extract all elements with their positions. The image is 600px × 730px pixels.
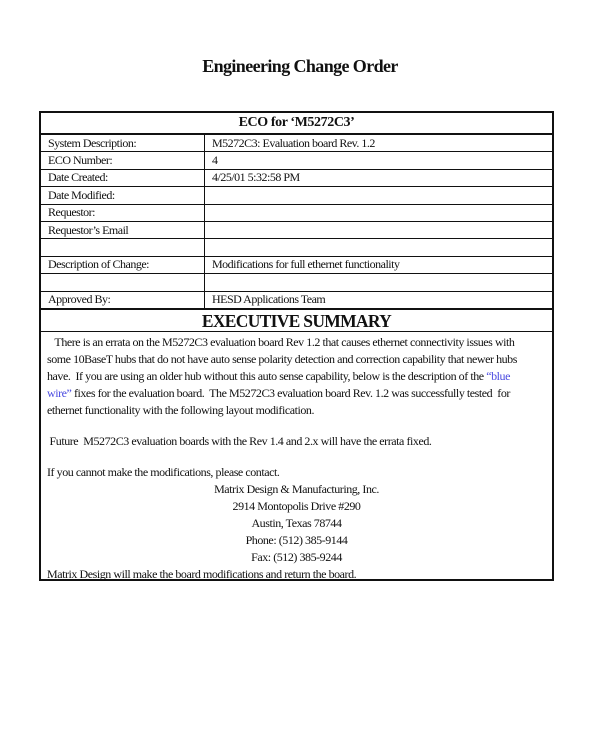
field-label: Date Created: xyxy=(41,169,205,186)
contact-phone: Phone: (512) 385-9144 xyxy=(245,532,348,547)
table-row xyxy=(41,187,552,204)
field-value: M5272C3: Evaluation board Rev. 1.2 xyxy=(205,135,553,152)
contact-address: 2914 Montopolis Drive #290 xyxy=(232,498,361,513)
summary-text: have. If you are using an older hub without this auto sense capability, below is the description of the xyxy=(47,368,487,383)
blue-wire-link[interactable]: wire” xyxy=(47,385,72,400)
contact-company: Matrix Design & Manufacturing, Inc. xyxy=(214,481,379,496)
summary-body xyxy=(41,332,552,583)
field-value xyxy=(205,221,553,238)
field-value: 4/25/01 5:32:58 PM xyxy=(205,169,553,186)
field-value: HESD Applications Team xyxy=(205,291,553,308)
eco-header: ECO for ‘M5272C3’ xyxy=(41,113,552,135)
closing-note: Matrix Design will make the board modifications and return the board. xyxy=(47,566,357,581)
field-label xyxy=(41,239,205,256)
field-label: Requestor: xyxy=(41,204,205,221)
table-row xyxy=(41,274,552,291)
executive-summary-heading: EXECUTIVE SUMMARY xyxy=(41,309,552,332)
contact-fax: Fax: (512) 385-9244 xyxy=(251,549,342,564)
field-label: Date Modified: xyxy=(41,187,205,204)
blue-wire-link[interactable]: “blue xyxy=(486,368,510,383)
field-value xyxy=(205,239,553,256)
table-row xyxy=(41,256,552,273)
future-note: Future M5272C3 evaluation boards with the Rev 1.4 and 2.x will have the errata fixed. xyxy=(47,433,432,448)
field-value: 4 xyxy=(205,152,553,169)
field-label: ECO Number: xyxy=(41,152,205,169)
summary-line xyxy=(47,385,546,402)
summary-line: some 10BaseT hubs that do not have auto sense polarity detection and correction capability that newer hubs xyxy=(47,351,517,366)
summary-text: fixes for the evaluation board. The M5272C3 evaluation board Rev. 1.2 was successfully tested for xyxy=(71,385,510,400)
table-row xyxy=(41,221,552,238)
summary-line: ethernet functionality with the following layout modification. xyxy=(47,402,315,417)
table-row xyxy=(41,152,552,169)
field-label: Description of Change: xyxy=(41,256,205,273)
table-row xyxy=(41,169,552,186)
eco-form xyxy=(39,111,554,581)
field-value xyxy=(205,274,553,291)
table-row xyxy=(41,291,552,308)
field-value xyxy=(205,187,553,204)
eco-details-table xyxy=(41,135,552,309)
field-label: Approved By: xyxy=(41,291,205,308)
field-label: System Description: xyxy=(41,135,205,152)
contact-intro: If you cannot make the modifications, please contact. xyxy=(47,464,280,479)
table-row xyxy=(41,239,552,256)
table-row xyxy=(41,204,552,221)
field-label xyxy=(41,274,205,291)
contact-city: Austin, Texas 78744 xyxy=(251,515,342,530)
field-label: Requestor’s Email xyxy=(41,221,205,238)
field-value: Modifications for full ethernet functionality xyxy=(205,256,553,273)
field-value xyxy=(205,204,553,221)
summary-line xyxy=(47,368,546,385)
page-title: Engineering Change Order xyxy=(202,56,398,76)
table-row xyxy=(41,135,552,152)
summary-line: There is an errata on the M5272C3 evaluation board Rev 1.2 that causes ethernet connectivity issues with xyxy=(47,334,515,349)
